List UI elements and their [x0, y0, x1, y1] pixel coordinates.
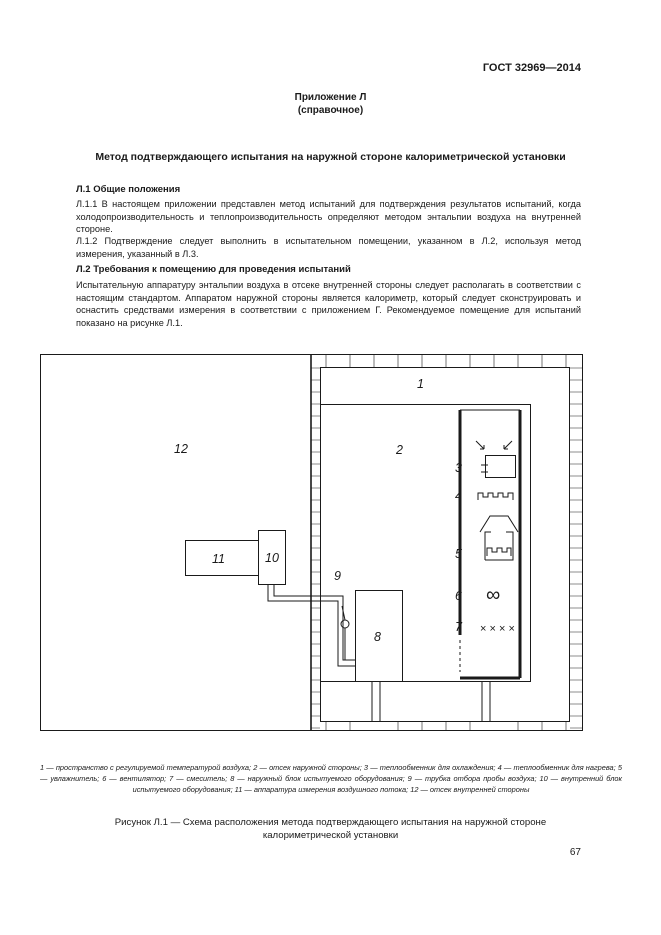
- sampling-tube-icon: [341, 620, 349, 628]
- figure-legend: 1 — пространство с регулируемой температурой воздуха; 2 — отсек наружной стороны; 3 — теплообменник для охлаждения; 4 — теплообменник для нагрева; 5 — увлажнитель; 6 — вентилятор; 7 — смеситель; 8 — наружный блок испытуемого оборудования; 9 — трубка отбора пробы воздуха; 10 — внутренний блок испытуемого оборудования; 11 — аппаратура измерения воздушного потока; 12 — отсек внутренней стороны: [40, 763, 622, 794]
- arrow-icon: [476, 441, 484, 449]
- paragraph-text: Л.1.1 В настоящем приложении представлен метод испытаний для подтверждения результатов испытаний, когда холодопроизводительность и теплопроизводительность определяют методом энтальпии воздуха на внутренней стороне.: [76, 199, 581, 235]
- page-number: 67: [569, 847, 581, 858]
- mixer-icon: × × × ×: [480, 623, 515, 635]
- humidifier-tank: [485, 532, 513, 560]
- label-4: 4: [455, 489, 462, 503]
- label-6: 6: [455, 589, 462, 603]
- page-title: Метод подтверждающего испытания на наружной стороне калориметрической установки: [95, 151, 566, 163]
- paragraph-text: Л.1.2 Подтверждение следует выполнить в испытательном помещении, указанном в Л.2, используя метод измерения, указанный в Л.3.: [76, 236, 581, 259]
- label-12: 12: [174, 442, 188, 456]
- calorimeter-inner-wall: [321, 405, 531, 682]
- label-11: 11: [212, 552, 225, 566]
- section-heading-2: Л.2 Требования к помещению для проведения испытаний: [76, 264, 351, 275]
- paragraph-text: Испытательную аппаратуру энтальпии воздуха в отсеке внутренней стороны следует располагать в соответствии с настоящим стандартом. Аппаратом наружной стороны является калориметр, который следует сконструировать и оснастить средствами измерения в соответствии с приложением Г. Рекомендуемое помещение для испытаний показано на рисунке Л.1.: [76, 280, 581, 328]
- standard-number: ГОСТ 32969—2014: [482, 62, 581, 74]
- wall-hatching: [311, 355, 582, 731]
- humidifier-hood: [480, 516, 518, 532]
- support-legs: [372, 682, 490, 722]
- label-7: 7: [455, 620, 462, 634]
- calorimeter-outer-wall: [321, 368, 570, 722]
- label-8: 8: [374, 630, 381, 644]
- annex-subtitle: (справочное): [297, 105, 364, 116]
- label-9: 9: [334, 569, 341, 583]
- label-10: 10: [265, 551, 279, 565]
- coil-pipe: [481, 465, 488, 472]
- label-5: 5: [455, 547, 462, 561]
- heating-coil: [478, 493, 513, 500]
- figure-caption: [0, 817, 661, 842]
- label-2: 2: [396, 443, 403, 457]
- cooling-coil: [486, 456, 516, 478]
- annex-title: Приложение Л: [294, 92, 367, 103]
- label-1: 1: [417, 377, 424, 391]
- arrow-icon: [504, 441, 512, 449]
- label-3: 3: [455, 461, 462, 475]
- fan-icon: ∞: [486, 584, 501, 606]
- figure-caption-text: Рисунок Л.1 — Схема расположения метода подтверждающего испытания на наружной стороне калориметрической установки: [114, 817, 547, 841]
- humidifier-heater: [487, 548, 511, 556]
- section-heading-1: Л.1 Общие положения: [76, 184, 181, 195]
